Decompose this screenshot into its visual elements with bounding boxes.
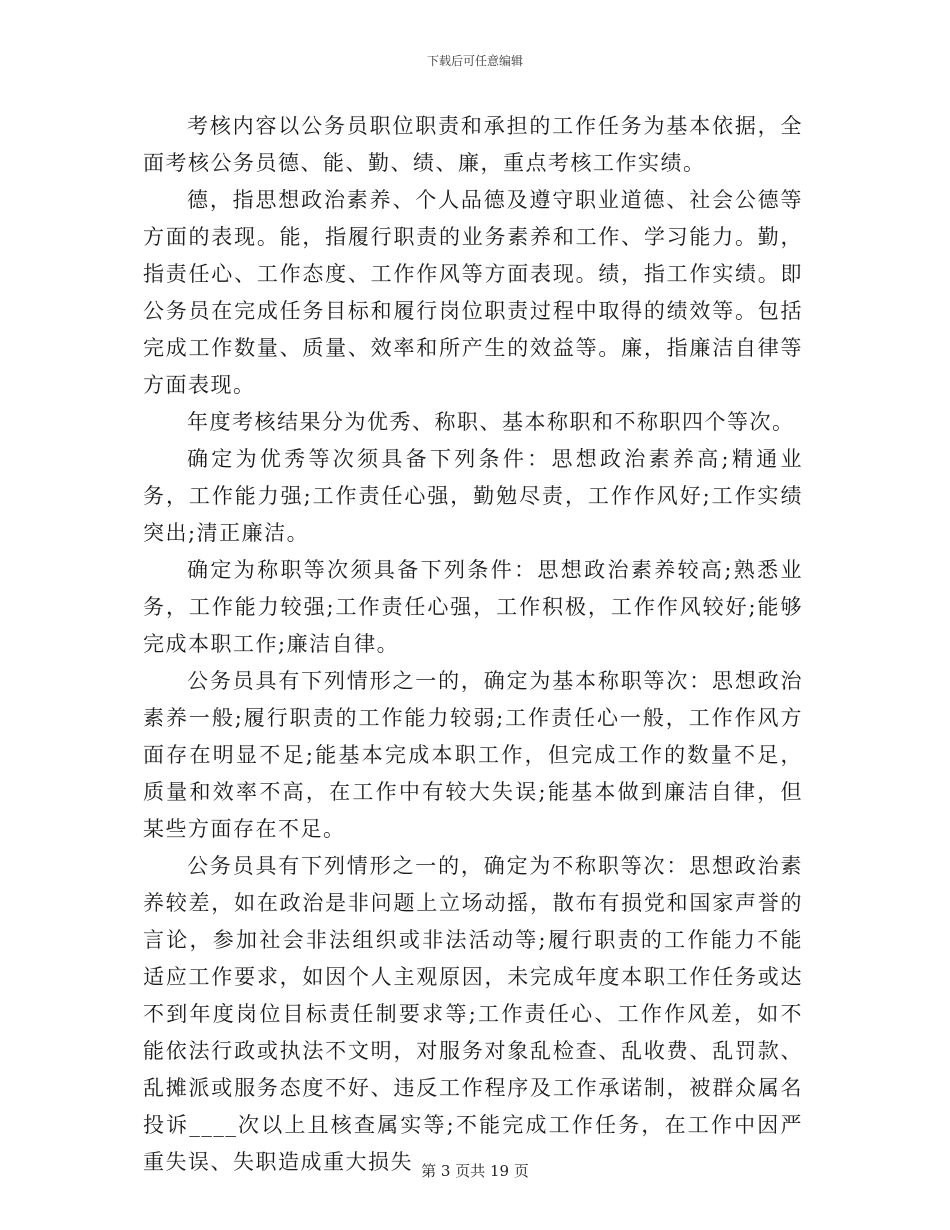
paragraph-incompetent-criteria: 公务员具有下列情形之一的，确定为不称职等次：思想政治素养较差，如在政治是非问题上立场动摇，散布有损党和国家声誉的言论，参加社会非法组织或非法活动等;履行职责的工作能力不能适应工作要求，如因个人主观原因，未完成年度本职工作任务或达不到年度岗位目标责任制要求等;工作责任心、工作作风差，如不能依法行政或执法不文明，对服务对象乱检查、乱收费、乱罚款、乱摊派或服务态度不好、违反工作程序及工作承诺制，被群众属名投诉____次以上且核查属实等;不能完成工作任务，在工作中因严重失误、失职造成重大损失 [143,854,803,1174]
paragraph-definitions: 德，指思想政治素养、个人品德及遵守职业道德、社会公德等方面的表现。能，指履行职责的业务素养和工作、学习能力。勤，指责任心、工作态度、工作作风等方面表现。绩，指工作实绩。即公务员在完成任务目标和履行岗位职责过程中取得的绩效等。包括完成工作数量、质量、效率和所产生的效益等。廉，指廉洁自律等方面表现。 [143,188,803,397]
paragraph-competent-criteria: 确定为称职等次须具备下列条件：思想政治素养较高;熟悉业务，工作能力较强;工作责任心强，工作积极，工作作风较好;能够完成本职工作;廉洁自律。 [143,558,803,656]
page-header-note: 下载后可任意编辑 [426,54,523,68]
paragraph-basic-competent-criteria: 公务员具有下列情形之一的，确定为基本称职等次：思想政治素养一般;履行职责的工作能力较弱;工作责任心一般，工作作风方面存在明显不足;能基本完成本职工作，但完成工作的数量不足，质量和效率不高，在工作中有较大失误;能基本做到廉洁自律，但某些方面存在不足。 [143,669,803,841]
paragraph-assessment-content: 考核内容以公务员职位职责和承担的工作任务为基本依据，全面考核公务员德、能、勤、绩、廉，重点考核工作实绩。 [143,114,803,175]
paragraph-result-levels: 年度考核结果分为优秀、称职、基本称职和不称职四个等次。 [187,410,795,434]
page-number-footer: 第 3 页共 19 页 [421,1162,529,1180]
paragraph-excellent-criteria: 确定为优秀等次须具备下列条件：思想政治素养高;精通业务，工作能力强;工作责任心强，勤勉尽责，工作作风好;工作实绩突出;清正廉洁。 [143,447,803,545]
document-body [143,108,803,1181]
